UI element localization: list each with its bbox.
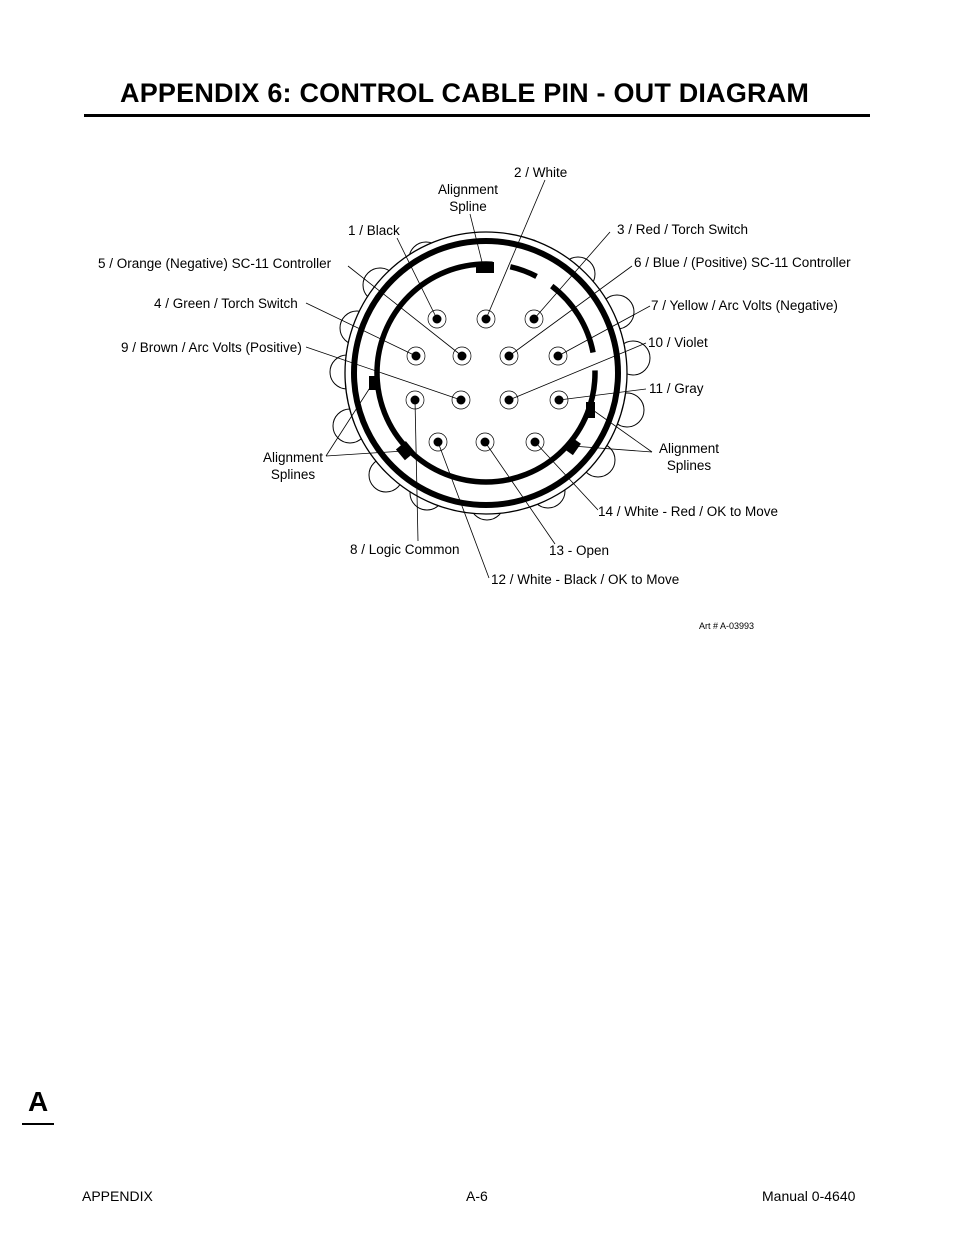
art-number: Art # A-03993 [699, 621, 755, 631]
page-title: APPENDIX 6: CONTROL CABLE PIN - OUT DIAGRAM [120, 78, 810, 108]
label-pin-4: 4 / Green / Torch Switch [154, 296, 298, 311]
label-alignment-splines-right-2: Splines [666, 458, 712, 473]
label-pin-11: 11 / Gray [649, 381, 704, 396]
label-pin-6: 6 / Blue / (Positive) SC-11 Controller [634, 255, 851, 270]
section-tab-letter: A [28, 1086, 49, 1117]
footer-manual-number: Manual 0-4640 [762, 1188, 856, 1204]
label-pin-10: 10 / Violet [648, 335, 708, 350]
footer-page-number: A-6 [466, 1188, 488, 1204]
label-pin-2: 2 / White [514, 165, 568, 180]
label-pin-13: 13 - Open [549, 543, 610, 558]
label-pin-1: 1 / Black [348, 223, 400, 238]
label-pin-14: 14 / White - Red / OK to Move [598, 504, 779, 519]
label-alignment-spline-top-2: Spline [449, 199, 487, 214]
section-tab-underline [22, 1123, 54, 1125]
footer-section-name: APPENDIX [82, 1188, 153, 1204]
label-pin-8: 8 / Logic Common [350, 542, 460, 557]
label-pin-3: 3 / Red / Torch Switch [617, 222, 749, 237]
label-pin-9: 9 / Brown / Arc Volts (Positive) [121, 340, 302, 355]
label-alignment-splines-right-1: Alignment [658, 441, 720, 456]
label-pin-5: 5 / Orange (Negative) SC-11 Controller [98, 256, 332, 271]
label-alignment-splines-left-1: Alignment [262, 450, 324, 465]
label-pin-12: 12 / White - Black / OK to Move [491, 572, 680, 587]
label-alignment-splines-left-2: Splines [270, 467, 316, 482]
label-alignment-spline-top-1: Alignment [437, 182, 499, 197]
connector-outer-body [345, 232, 627, 514]
label-pin-7: 7 / Yellow / Arc Volts (Negative) [651, 298, 838, 313]
